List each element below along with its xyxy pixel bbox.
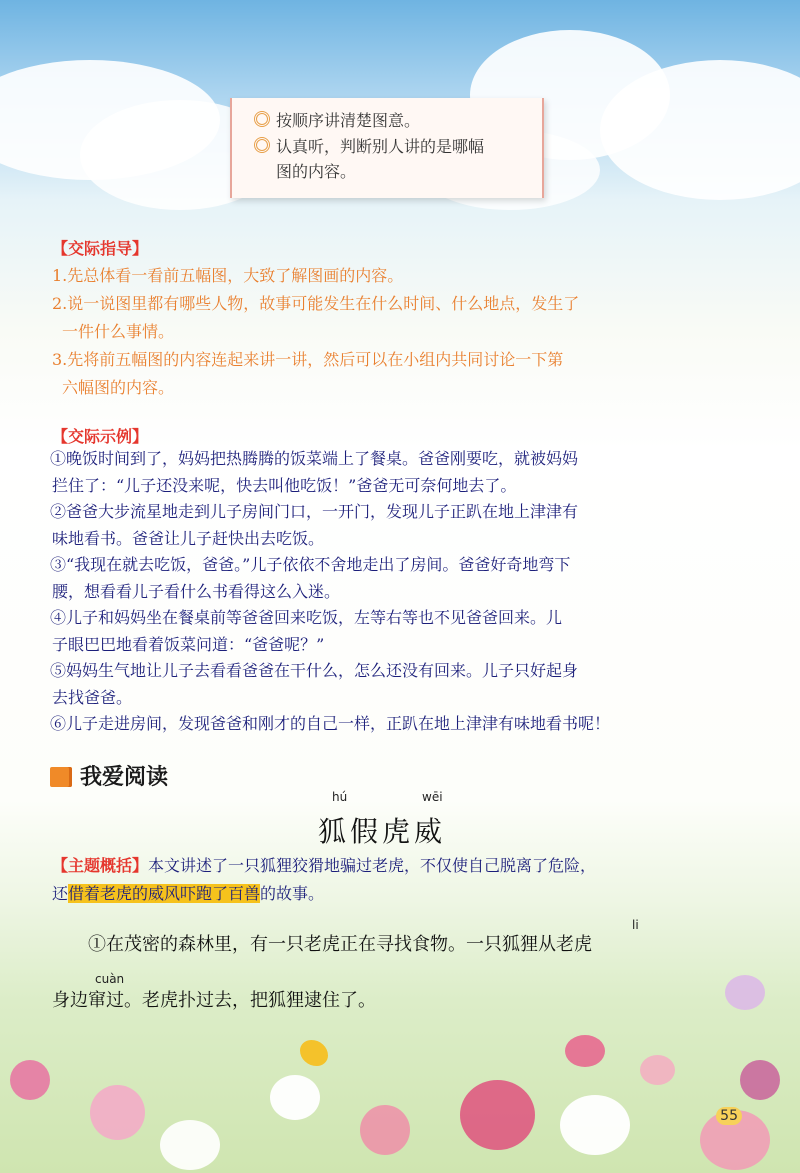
flower [10, 1060, 50, 1100]
example-line: 腰，想看看儿子看什么书看得这么入迷。 [52, 581, 341, 601]
pinyin-cuan: cuàn [95, 972, 125, 986]
page-number: 55 [716, 1107, 742, 1125]
example-line: ②爸爸大步流星地走到儿子房间门口，一开门，发现儿子正趴在地上津津有 [50, 502, 579, 521]
guide-list [52, 262, 732, 402]
flower [460, 1080, 535, 1150]
example-line: ⑤妈妈生气地让儿子去看看爸爸在干什么，怎么还没有回来。儿子只好起身 [50, 661, 579, 680]
story-title: 狐假虎威 [318, 815, 447, 848]
story-paragraph-1: ①在茂密的森林里，有一只老虎正在寻找食物。一只狐狸从老虎 [88, 934, 592, 955]
guide-item-3-cont: 六幅图的内容。 [62, 378, 175, 397]
flower [270, 1075, 320, 1120]
example-line: 子眼巴巴地看着饭菜问道：“爸爸呢？” [52, 634, 325, 654]
flower [640, 1055, 675, 1085]
tip-2-cont: 图的内容。 [276, 162, 357, 181]
flower [160, 1120, 220, 1170]
tip-1: 按顺序讲清楚图意。 [254, 110, 420, 132]
pinyin-hu: hú [332, 790, 348, 804]
bullet-icon [254, 111, 270, 127]
story-paragraph-1-cont: 身边窜过。老虎扑过去，把狐狸逮住了。 [52, 990, 376, 1011]
example-heading: 【交际示例】 [52, 427, 149, 446]
flower [565, 1035, 605, 1067]
flower [725, 975, 765, 1010]
guide-item-3: 3.先将前五幅图的内容连起来讲一讲，然后可以在小组内共同讨论一下第 [52, 350, 564, 369]
pinyin-wei: wēi [422, 790, 443, 804]
example-line: ③“我现在就去吃饭，爸爸。”儿子依依不舍地走出了房间。爸爸好奇地弯下 [50, 555, 571, 574]
example-line: 去找爸爸。 [52, 687, 133, 707]
example-line: 味地看书。爸爸让儿子赶快出去吃饭。 [52, 528, 325, 548]
reading-section-heading: 我爱阅读 [50, 760, 168, 791]
example-text [50, 446, 740, 738]
guide-item-2-cont: 一件什么事情。 [62, 322, 175, 341]
guide-heading: 【交际指导】 [52, 239, 149, 258]
example-line: 拦住了：“儿子还没来呢，快去叫他吃饭！”爸爸无可奈何地去了。 [52, 475, 517, 495]
book-icon [50, 767, 72, 787]
tips-note [230, 98, 544, 198]
theme-summary: 【主题概括】本文讲述了一只狐狸狡猾地骗过老虎，不仅使自己脱离了危险， 还借着老虎的威风吓跑了百兽的故事。 [52, 856, 597, 903]
example-line: ①晚饭时间到了，妈妈把热腾腾的饭菜端上了餐桌。爸爸刚要吃，就被妈妈 [50, 449, 579, 468]
guide-item-2: 2.说一说图里都有哪些人物，故事可能发生在什么时间、什么地点，发生了 [52, 294, 580, 313]
butterfly-icon [300, 1040, 328, 1066]
example-line: ④儿子和妈妈坐在餐桌前等爸爸回来吃饭，左等右等也不见爸爸回来。儿 [50, 608, 563, 627]
pinyin-li: li [632, 918, 639, 932]
flower [360, 1105, 410, 1155]
flower [560, 1095, 630, 1155]
summary-tag: 【主题概括】 [52, 856, 149, 875]
bullet-icon [254, 137, 270, 153]
flower [740, 1060, 780, 1100]
guide-item-1: 1.先总体看一看前五幅图，大致了解图画的内容。 [52, 266, 404, 285]
flower [90, 1085, 145, 1140]
tip-2: 认真听，判断别人讲的是哪幅 [254, 136, 484, 158]
highlighted-phrase: 借着老虎的威风吓跑了百兽 [68, 884, 261, 903]
example-line: ⑥儿子走进房间，发现爸爸和刚才的自己一样，正趴在地上津津有味地看书呢！ [50, 714, 611, 733]
